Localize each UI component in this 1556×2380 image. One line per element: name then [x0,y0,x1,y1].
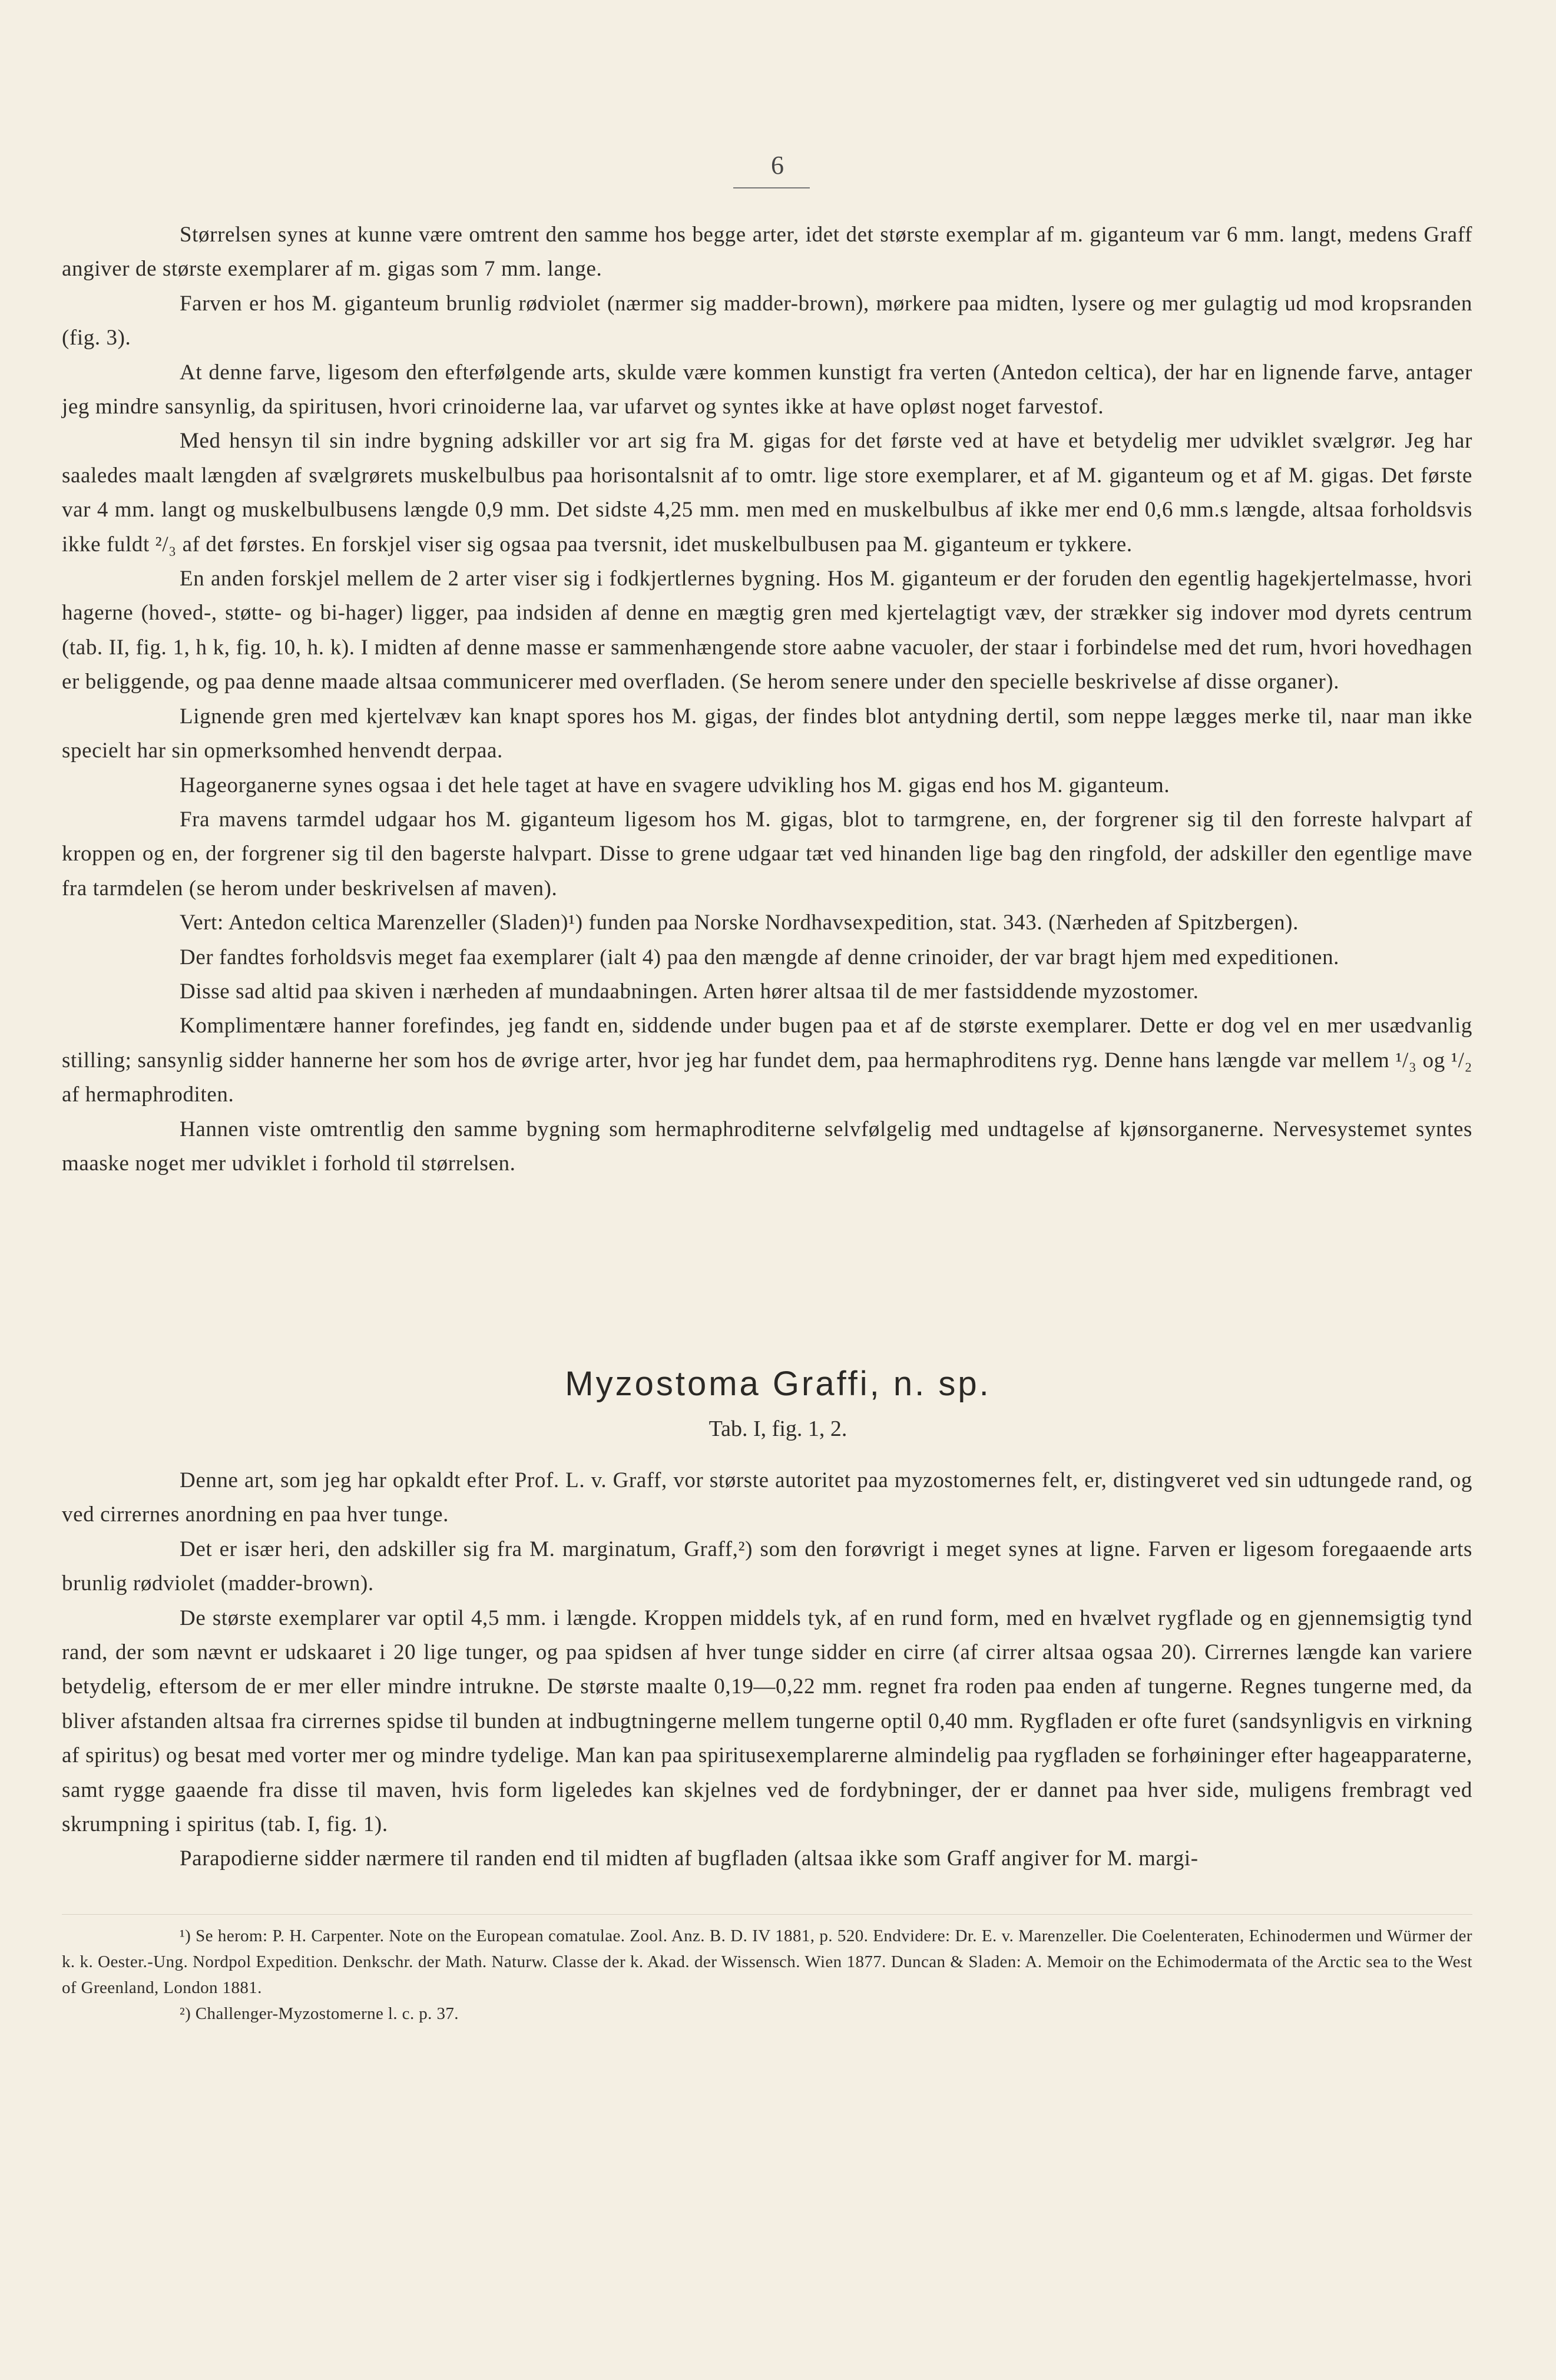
paragraph: Hannen viste omtrentlig den samme bygning som hermaphroditerne selvfølgelig med undtagelse af kjønsorganerne. Nervesystemet syntes maaske noget mer udviklet i forhold til størrelsen. [62,1117,1472,1176]
paragraph: Denne art, som jeg har opkaldt efter Prof. L. v. Graff, vor største autoritet paa myzostomernes felt, er, distingveret ved sin udtungede rand, og ved cirrernes anordning en paa hver tunge. [62,1468,1472,1527]
paragraph: Farven er hos M. giganteum brunlig rødviolet (nærmer sig madder-brown), mørkere paa midten, lysere og mer gulagtig ud mod kropsranden (fig. 3). [62,291,1472,350]
paragraph: Lignende gren med kjertelvæv kan knapt spores hos M. gigas, der findes blot antydning dertil, som neppe lægges merke til, naar man ikke specielt har sin opmerksomhed henvendt derpaa. [62,704,1472,763]
paragraph: Størrelsen synes at kunne være omtrent den samme hos begge arter, idet det største exemplar af m. giganteum var 6 mm. langt, medens Graff angiver de største exemplarer af m. gigas som 7 mm. lange. [62,223,1472,282]
body-text-lower [62,1464,1472,1876]
paragraph: Disse sad altid paa skiven i nærheden af mundaabningen. Arten hører altsaa til de mer fastsiddende myzostomer. [180,979,1199,1004]
section-title: Myzostoma Graffi, n. sp. [565,1365,991,1403]
paragraph: De største exemplarer var optil 4,5 mm. i længde. Kroppen middels tyk, af en rund form, med en hvælvet rygflade og en gjennemsigtig tynd rand, der som nævnt er udskaaret i 20 lige tunger, og paa spidsen af hver tunge sidder en cirre (af cirrer altsaa ogsaa 20). Cirrernes længde kan variere betydelig, eftersom de er mer eller mindre intrukne. De største maalte 0,19—0,22 mm. regnet fra roden paa enden af tungerne. Regnes tungerne med, da bliver afstanden altsaa fra cirrernes spidse til bunden at indbugtningerne mellem tungerne optil 0,40 mm. Rygfladen er ofte furet (sandsynligvis en virkning af spiritus) og besat med vorter mer og mindre tydelige. Man kan paa spiritusexemplarerne almindelig paa rygfladen se forhøininger efter hageapparaterne, samt rygge gaaende fra disse til maven, hvis form ligeledes kan skjelnes ved de fordybninger, der er dannet paa hver side, muligens frembragt ved skrumpning i spiritus (tab. I, fig. 1). [62,1606,1472,1837]
paragraph: Hageorganerne synes ogsaa i det hele taget at have en svagere udvikling hos M. gigas end hos M. giganteum. [180,773,1170,797]
paragraph: Fra mavens tarmdel udgaar hos M. giganteum ligesom hos M. gigas, blot to tarmgrene, en, der forgrener sig til den forreste halvpart af kroppen og en, der forgrener sig til den bagerste halvpart. Disse to grene udgaar tæt ved hinanden lige bag den ringfold, der adskiller den egentlige mave fra tarmdelen (se herom under beskrivelsen af maven). [62,807,1472,901]
page-number: 6 [771,151,784,180]
footnote: ²) Challenger-Myzostomerne l. c. p. 37. [180,2004,459,2023]
body-text-upper [62,218,1472,1181]
paragraph: Komplimentære hanner forefindes, jeg fandt en, siddende under bugen paa et af de største exemplarer. Dette er dog vel en mer usædvanlig stilling; sansynlig sidder hannerne her som hos de øvrige arter, hvor jeg har fundet dem, paa hermaphroditens ryg. Denne hans længde var mellem ¹/₃ og ¹/₂ af hermaphroditen. [62,1014,1472,1107]
paragraph: Det er især heri, den adskiller sig fra M. marginatum, Graff,²) som den forøvrigt i meget synes at ligne. Farven er ligesom foregaaende arts brunlig rødviolet (madder-brown). [62,1537,1472,1596]
paragraph: Parapodierne sidder nærmere til randen end til midten af bugfladen (altsaa ikke som Graff angiver for M. margi- [180,1846,1199,1871]
footnote: ¹) Se herom: P. H. Carpenter. Note on the European comatulae. Zool. Anz. B. D. IV 1881, p. 520. Endvidere: Dr. E. v. Marenzeller. Die Coelenteraten, Echinodermen und Würmer der k. k. Oester.-Ung. Nordpol Expedition. Denkschr. der Math. Naturw. Classe der k. Akad. der Wissensch. Wien 1877. Duncan & Sladen: A. Memoir on the Echimodermata of the Arctic sea to the West of Greenland, London 1881. [62,1926,1472,1997]
paragraph: Med hensyn til sin indre bygning adskiller vor art sig fra M. gigas for det første ved at have et betydelig mer udviklet svælgrør. Jeg har saaledes maalt længden af svælgrørets muskelbulbus paa horisontalsnit af to omtr. lige store exemplarer, et af M. giganteum og et af M. gigas. Det første var 4 mm. langt og muskelbulbusens længde 0,9 mm. Det sidste 4,25 mm. men med en muskelbulbus af ikke mer end 0,6 mm.s længde, altsaa forholdsvis ikke fuldt ²/₃ af det førstes. En forskjel viser sig ogsaa paa tversnit, idet muskelbulbusen paa M. giganteum er tykkere. [62,429,1472,557]
footnotes [62,1923,1472,2027]
section-subtitle: Tab. I, fig. 1, 2. [709,1416,847,1441]
footnote-separator [62,1914,1472,1915]
paragraph: Vert: Antedon celtica Marenzeller (Sladen)¹) funden paa Norske Nordhavsexpedition, stat. 343. (Nærheden af Spitzbergen). [180,911,1299,935]
paragraph: Der fandtes forholdsvis meget faa exemplarer (ialt 4) paa den mængde af denne crinoider, der var bragt hjem med expeditionen. [180,945,1340,969]
page-number-rule [733,187,810,188]
paragraph: En anden forskjel mellem de 2 arter viser sig i fodkjertlernes bygning. Hos M. giganteum er der foruden den egentlig hagekjertelmasse, hvori hagerne (hoved-, støtte- og bi-hager) ligger, paa indsiden af denne en mægtig gren med kjertelagtigt væv, der strækker sig indover mod dyrets centrum (tab. II, fig. 1, h k, fig. 10, h. k). I midten af denne masse er sammenhængende store aabne vacuoler, der staar i forbindelse med det rum, hvori hovedhagen er beliggende, og paa denne maade altsaa communicerer med overfladen. (Se herom senere under den specielle beskrivelse af disse organer). [62,567,1472,694]
paragraph: At denne farve, ligesom den efterfølgende arts, skulde være kommen kunstigt fra verten (Antedon celtica), der har en lignende farve, antager jeg mindre sansynlig, da spiritusen, hvori crinoiderne laa, var ufarvet og syntes ikke at have opløst noget farvestof. [62,360,1472,419]
